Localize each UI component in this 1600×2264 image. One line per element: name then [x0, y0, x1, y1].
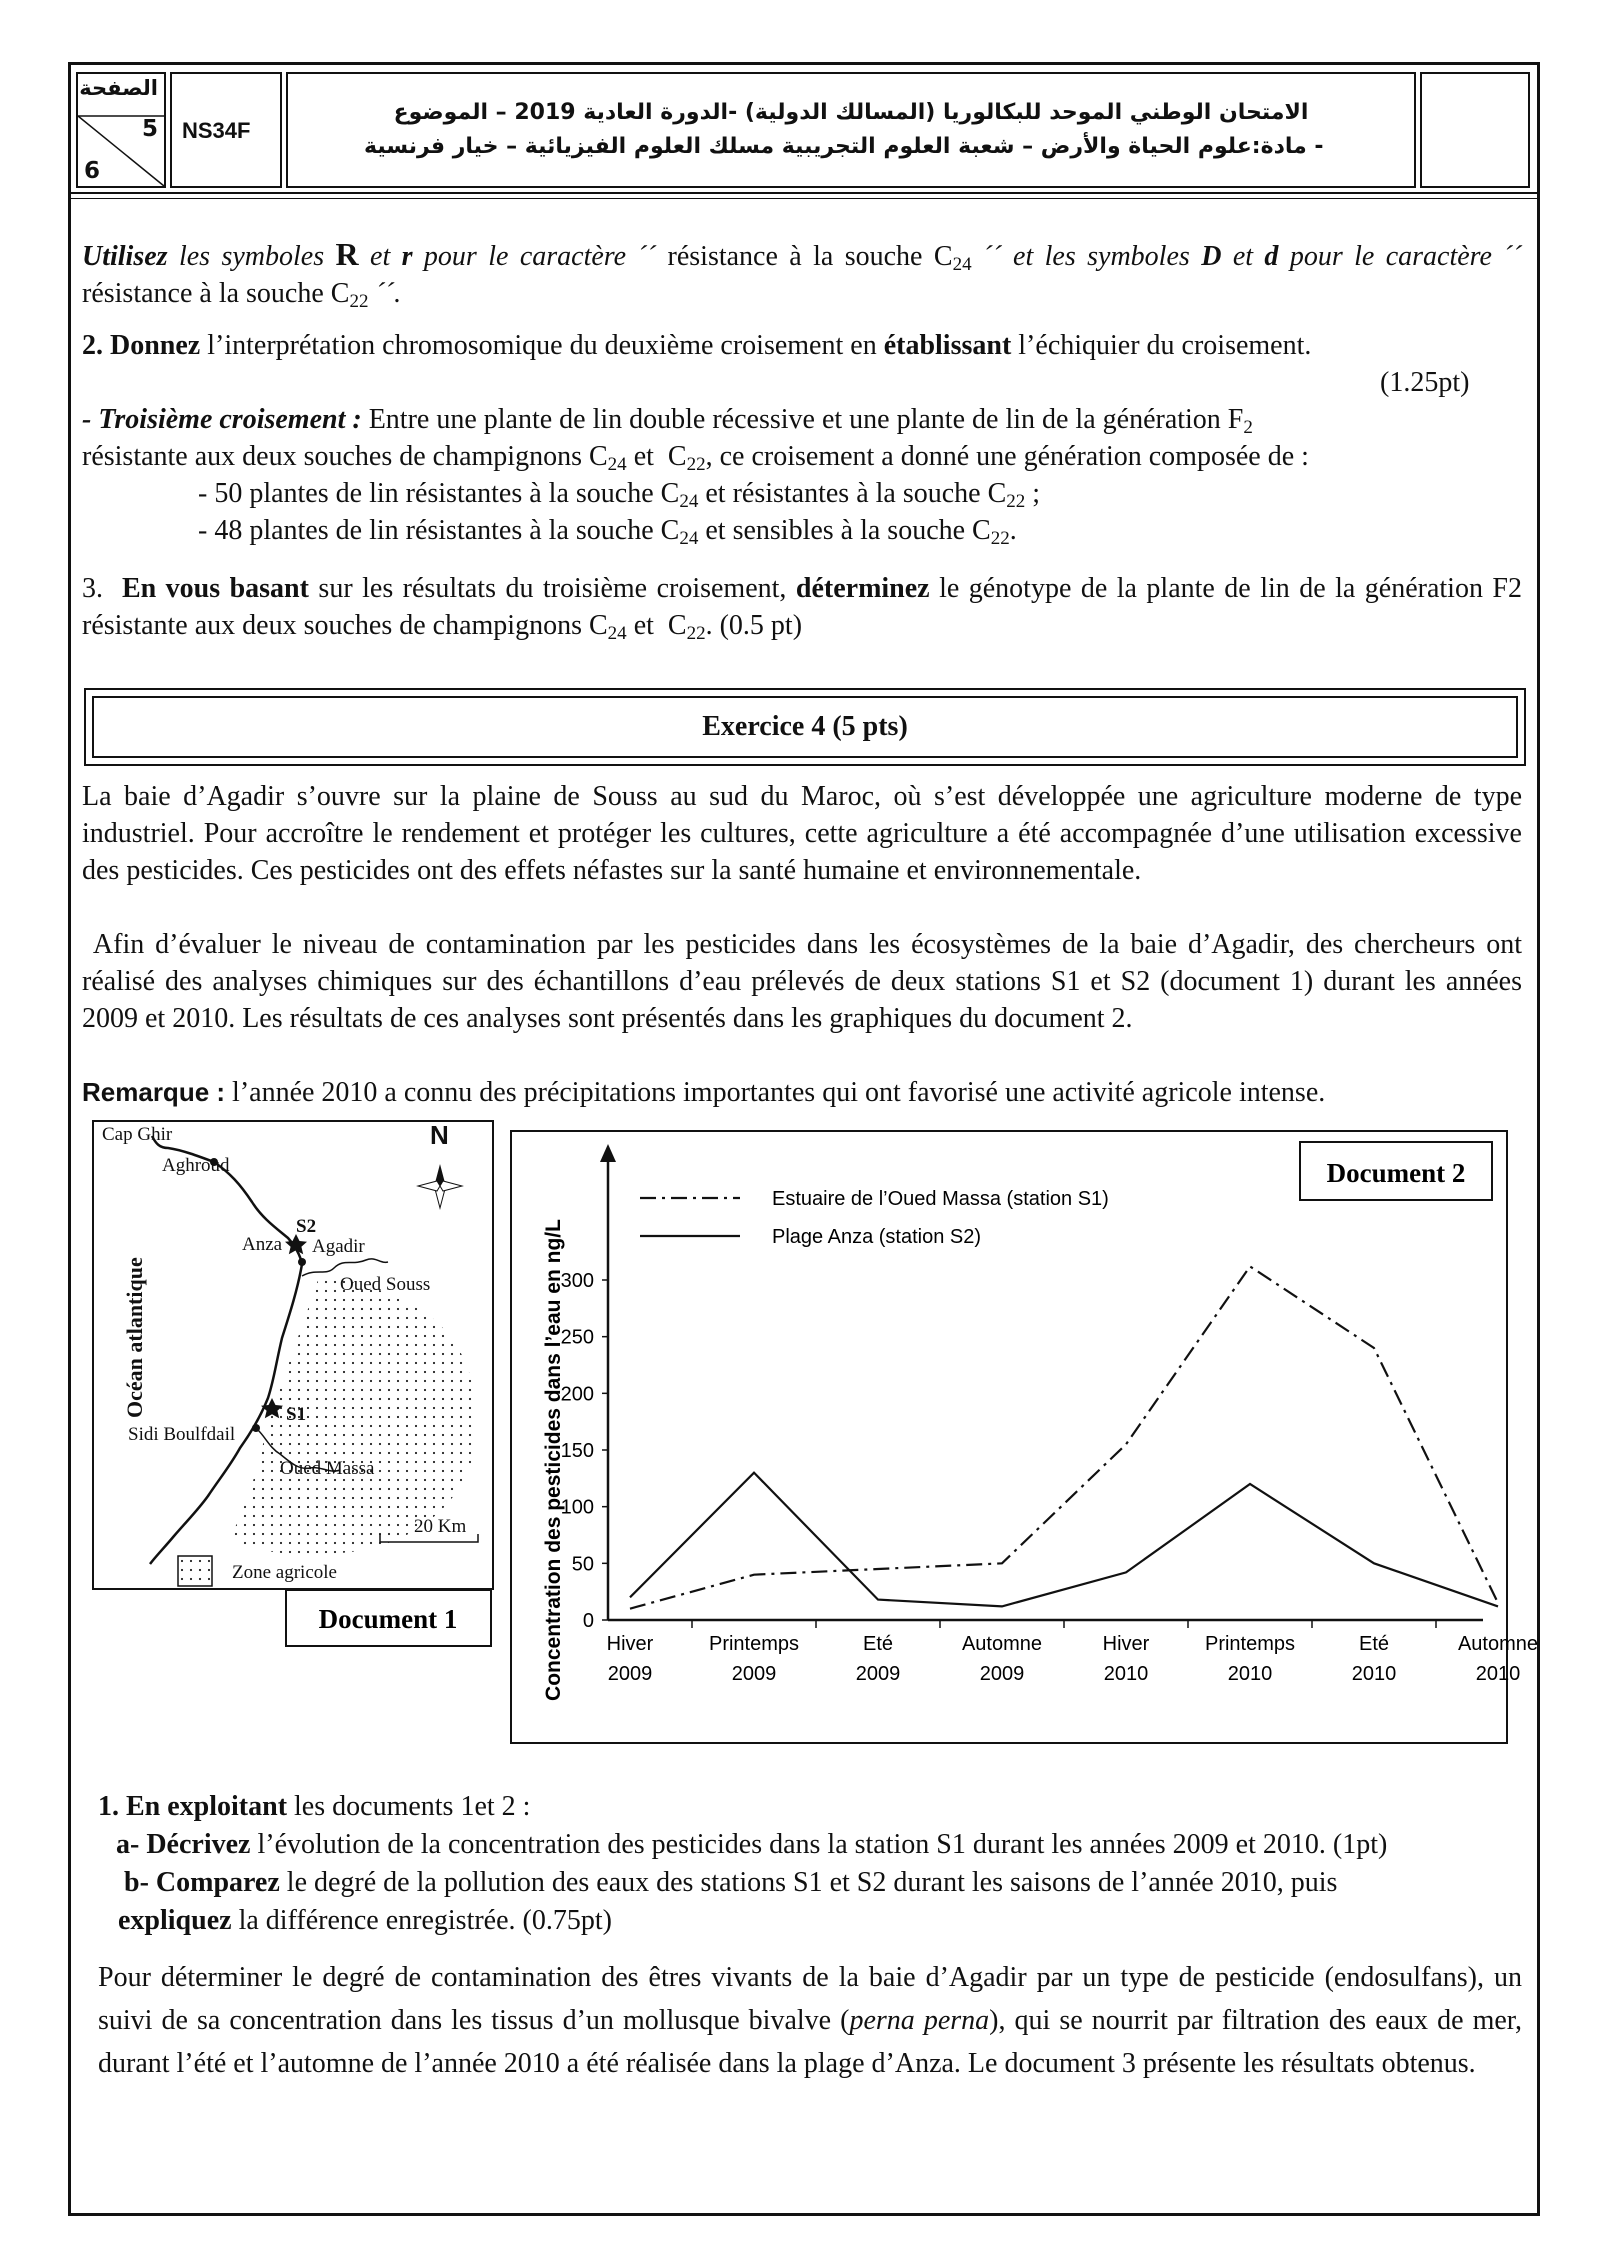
document-2-label: Document 2: [1326, 1158, 1466, 1188]
label-s2: S2: [296, 1216, 317, 1237]
page-number-box: [76, 72, 166, 188]
label-aghroud: Aghroud: [162, 1155, 230, 1176]
label-agadir: Agadir: [312, 1236, 365, 1257]
question-3: 3. En vous basant sur les résultats du troisième croisement, déterminez le génotype de la plante de lin de la génération F2 résistante aux deux souches de champignons $C_{24}$ et $C_{22}$. (0.5 pt): [82, 573, 1522, 644]
y-axis-label: Concentration des pesticides dans l’eau en ng/L: [542, 1219, 565, 1701]
label-s1: S1: [286, 1404, 307, 1425]
label-scale: 20 Km: [414, 1516, 467, 1537]
y-tick-label: 300: [560, 1270, 594, 1292]
x-tick-label: 2009: [607, 1663, 653, 1685]
x-tick-label: 2010: [1475, 1663, 1521, 1685]
total-pages: 6: [84, 158, 101, 184]
third-cross: - Troisième croisement : Entre une plante de lin double récessive et une plante de lin de la génération $F_2$: [82, 404, 1253, 438]
question-1: 1. En exploitant les documents 1et 2 :: [98, 1791, 531, 1822]
exercise-4-title-box: [84, 688, 1526, 766]
legend-s2-label: Plage Anza (station S2): [772, 1226, 982, 1248]
label-cap-ghir: Cap Ghir: [102, 1124, 173, 1145]
intro-paragraph-2: Afin d’évaluer le niveau de contamination par les pesticides dans les écosystèmes de la baie d’Agadir, des chercheurs ont réalisé des analyses chimiques sur des échantillons d’eau prélevés de deux stations S1 et S2 (document 1) durant les années 2009 et 2010. Les résultats de ces analyses sont présentés dans les graphiques du document 2.: [82, 929, 1522, 1034]
page-label: الصفحة: [79, 76, 158, 100]
legend-s1-label: Estuaire de l’Oued Massa (station S1): [772, 1188, 1109, 1210]
question-1a: a- Décrivez l’évolution de la concentration des pesticides dans la station S1 durant les années 2009 et 2010. (1pt): [116, 1829, 1388, 1860]
y-tick-label: 0: [582, 1610, 594, 1632]
label-anza: Anza: [242, 1234, 283, 1255]
exam-title-box: [286, 72, 1416, 188]
remark: Remarque : l’année 2010 a connu des précipitations importantes qui ont favorisé une activité agricole intense.: [82, 1077, 1326, 1108]
third-cross-2: résistante aux deux souches de champignons $C_{24}$ et $C_{22}$, ce croisement a donné une génération composée de :: [82, 441, 1309, 475]
exam-title-line1: الامتحان الوطني الموحد للبكالوريا (المسالك الدولية) -الدورة العادية 2019 – الموضوع: [393, 100, 1309, 125]
legend-agri-label: Zone agricole: [232, 1562, 337, 1583]
x-tick-label: 2010: [1103, 1663, 1149, 1685]
x-tick-label: Printemps: [1204, 1633, 1296, 1655]
north-label: N: [430, 1120, 449, 1150]
north-arrow-icon: [418, 1164, 462, 1208]
exercise-4-title: Exercice 4 (5 pts): [92, 696, 1518, 758]
exam-title-line2: - مادة:علوم الحياة والأرض – شعبة العلوم التجريبية مسلك العلوم الفيزيائية – خيار فرنسية: [364, 134, 1324, 159]
document-2-chart: [510, 1130, 1539, 1746]
exam-code-box: [170, 72, 282, 188]
y-tick-label: 200: [560, 1383, 594, 1406]
symbols-instruction: Utilisez les symboles R et r pour le caractère ´´ résistance à la souche $C_{24}$ ´´ et les symboles D et d pour le caractère ´´ résistance à la souche $C_{22}$ ´´.: [82, 236, 1523, 312]
x-tick-label: Automne: [961, 1633, 1043, 1655]
question-2-points: (1.25pt): [1380, 367, 1470, 398]
x-tick-label: 2010: [1227, 1663, 1273, 1685]
chart-series: [630, 1266, 1498, 1608]
label-sidi-boulfdail: Sidi Boulfdail: [128, 1424, 236, 1445]
y-tick-label: 100: [560, 1496, 594, 1519]
header-divider-inner: [68, 198, 1540, 199]
label-oued-souss: Oued Souss: [340, 1274, 431, 1295]
x-tick-label: Hiver: [606, 1633, 654, 1655]
label-oued-massa: Oued Massa: [280, 1458, 375, 1479]
question-1b-cont: expliquez la différence enregistrée. (0.75pt): [118, 1905, 612, 1936]
x-tick-label: Printemps: [708, 1633, 800, 1655]
question-1b: b- Comparez le degré de la pollution des eaux des stations S1 et S2 durant les saisons de l’année 2010, puis: [124, 1867, 1338, 1898]
document-1-map: [90, 1118, 500, 1668]
x-tick-label: 2010: [1351, 1663, 1397, 1685]
question-2: 2. Donnez l’interprétation chromosomique du deuxième croisement en établissant l’échiquier du croisement.: [82, 330, 1312, 361]
x-tick-label: 2009: [731, 1663, 777, 1685]
y-tick-label: 250: [560, 1326, 594, 1349]
document-1-label: Document 1: [318, 1604, 458, 1634]
page-number: 5: [141, 116, 158, 142]
chart-legend: [640, 1188, 1109, 1248]
label-ocean: Océan atlantique: [122, 1257, 147, 1418]
x-tick-label: Automne: [1457, 1633, 1539, 1655]
document-3-intro: Pour déterminer le degré de contamination des êtres vivants de la baie d’Agadir par un type de pesticide (endosulfans), un suivi de sa concentration dans les tissus d’un mollusque bivalve (perna perna), qui se nourrit par filtration des eaux de mer, durant l’été et l’automne de l’année 2010 a été réalisée dans la plage d’Anza. Le document 3 présente les résultats obtenus.: [98, 1962, 1522, 2079]
x-tick-label: 2009: [855, 1663, 901, 1685]
exam-code: NS34F: [182, 118, 251, 143]
x-tick-label: 2009: [979, 1663, 1025, 1685]
header-divider: [68, 192, 1540, 194]
x-tick-label: Eté: [862, 1633, 894, 1655]
result-line-2: - 48 plantes de lin résistantes à la souche $C_{24}$ et sensibles à la souche $C_{22}$.: [198, 515, 1017, 549]
y-axis-arrow: [600, 1144, 616, 1162]
grade-box: [1420, 72, 1530, 188]
chart-ticks: [561, 1270, 1538, 1685]
series-s2-line: [630, 1473, 1498, 1607]
intro-paragraph-1: La baie d’Agadir s’ouvre sur la plaine de Souss au sud du Maroc, où s’est développée une agriculture moderne de type industriel. Pour accroître le rendement et protéger les cultures, cette agriculture a été accompagnée d’une utilisation excessive des pesticides. Ces pesticides ont des effets néfastes sur la santé humaine et environnementale.: [82, 781, 1522, 886]
y-tick-label: 50: [571, 1553, 594, 1576]
result-line-1: - 50 plantes de lin résistantes à la souche $C_{24}$ et résistantes à la souche $C_{22}$ ;: [198, 478, 1041, 512]
x-tick-label: Eté: [1358, 1633, 1390, 1655]
series-s1-line: [630, 1266, 1498, 1608]
legend-agri-swatch: [178, 1556, 212, 1586]
y-tick-label: 150: [560, 1440, 594, 1462]
x-tick-label: Hiver: [1102, 1633, 1150, 1655]
